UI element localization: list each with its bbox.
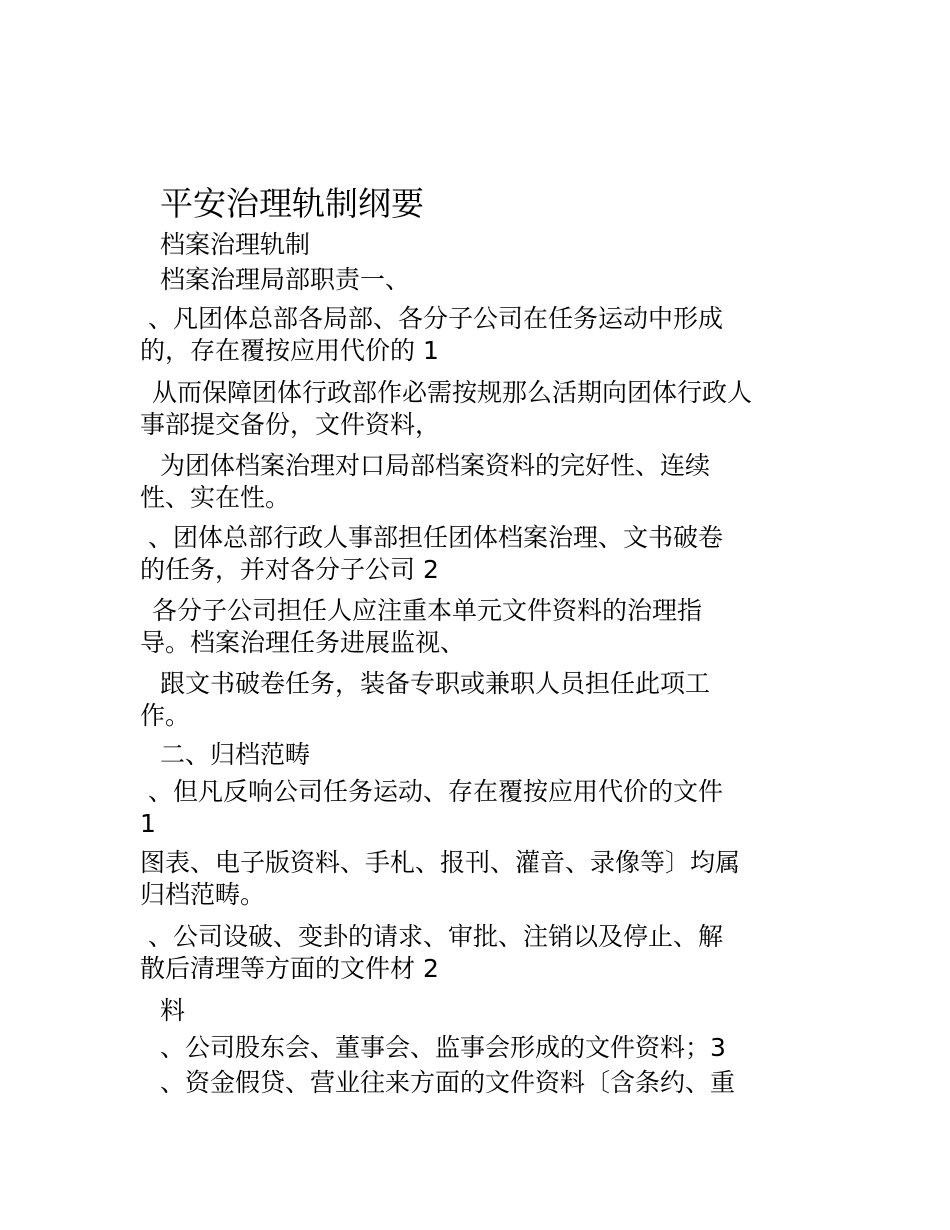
text-line: 图表、电子版资料、手札、报刊、灌音、录像等〕均属 — [140, 848, 741, 877]
text-line: 料 — [160, 996, 186, 1025]
text-line: 、资金假贷、营业往来方面的文件资料〔含条约、重 — [160, 1068, 736, 1097]
text-line: 为团体档案治理对口局部档案资料的完好性、连续 — [160, 451, 711, 480]
text-line: 1 — [140, 809, 156, 838]
text-line: 作。 — [140, 701, 191, 730]
text-line: 归档范畴。 — [140, 880, 266, 909]
text-line: 跟文书破卷任务，装备专职或兼职人员担任此项工 — [160, 669, 711, 698]
text-line: 事部提交备份，文件资料， — [140, 410, 441, 439]
text-line: 档案治理局部职责一、 — [160, 265, 411, 294]
text-line: 散后清理等方面的文件材 2 — [140, 954, 439, 983]
text-line: 、但凡反响公司任务运动、存在覆按应用代价的文件 — [148, 777, 724, 806]
text-line: 的任务，并对各分子公司 2 — [140, 555, 439, 584]
text-line: 从而保障团体行政部作必需按规那么活期向团体行政人 — [152, 378, 753, 407]
text-line: 、公司股东会、董事会、监事会形成的文件资料；3 — [160, 1033, 726, 1062]
document-title: 平安治理轨制纲要 — [160, 184, 424, 223]
text-line: 的，存在覆按应用代价的 1 — [140, 336, 439, 365]
text-line: 二、归档范畴 — [160, 740, 311, 769]
text-line: 各分子公司担任人应注重本单元文件资料的治理指 — [152, 596, 703, 625]
text-line: 导。档案治理任务进展监视、 — [140, 628, 466, 657]
text-line: 、团体总部行政人事部担任团体档案治理、文书破卷 — [148, 523, 724, 552]
text-line: 、公司设破、变卦的请求、审批、注销以及停止、解 — [148, 922, 724, 951]
text-line: 档案治理轨制 — [160, 230, 311, 259]
text-line: 性、实在性。 — [140, 483, 291, 512]
text-line: 、凡团体总部各局部、各分子公司在任务运动中形成 — [148, 304, 724, 333]
